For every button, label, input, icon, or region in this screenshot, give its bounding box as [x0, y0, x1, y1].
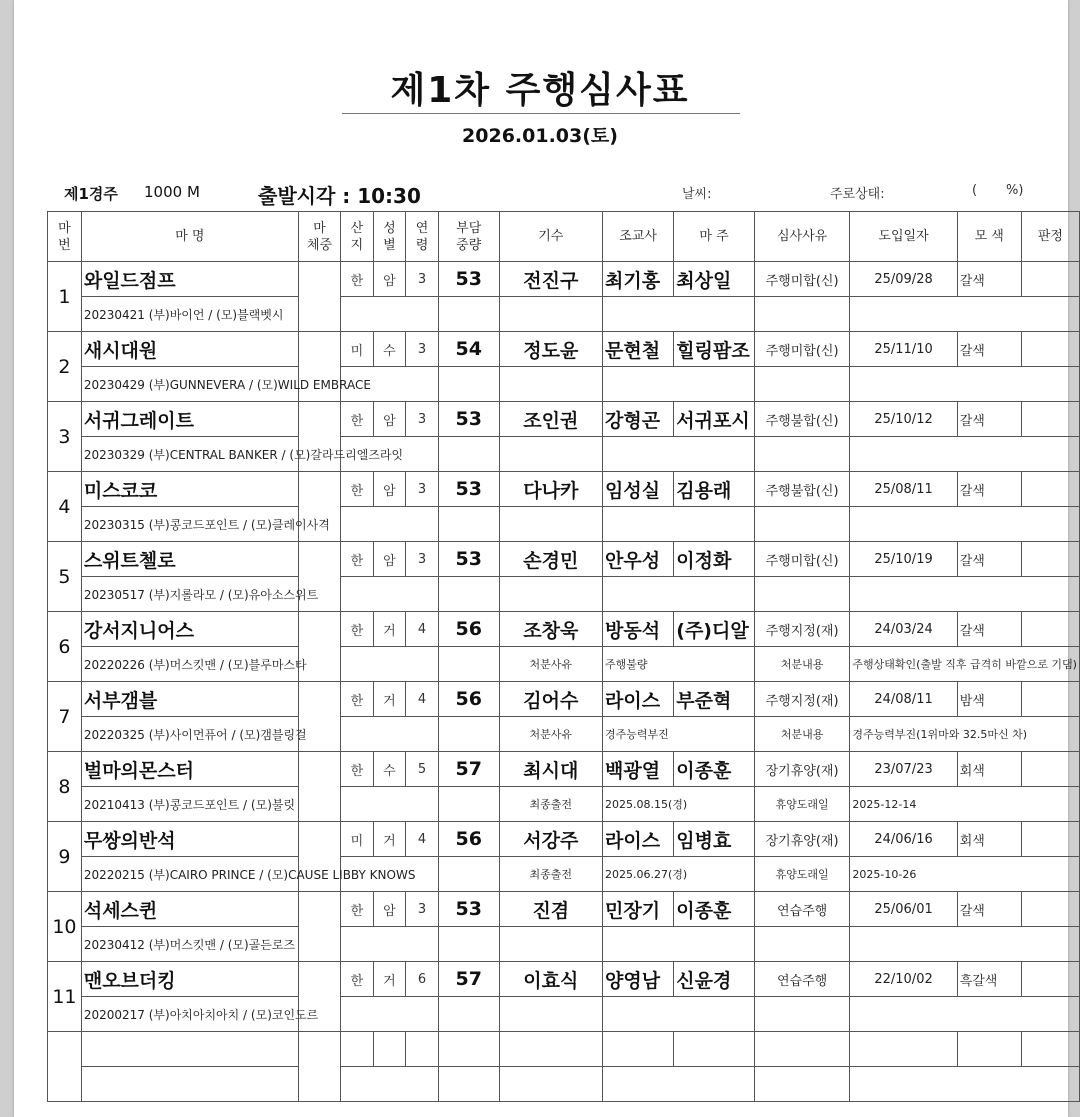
detail-value-1: 2025.08.15(경) — [603, 787, 755, 822]
trainer-name — [603, 1032, 674, 1067]
coat-color: 밤색 — [957, 682, 1021, 717]
coat-color: 갈색 — [957, 892, 1021, 927]
detail-label-1 — [499, 1067, 602, 1102]
detail-value-1: 주행불량 — [603, 647, 755, 682]
detail-label-1 — [499, 577, 602, 612]
exam-reason: 주행미합(신) — [754, 542, 850, 577]
owner-name — [674, 1032, 754, 1067]
coat-color — [957, 1032, 1021, 1067]
verdict-cell — [1021, 682, 1079, 717]
table-row — [48, 892, 1080, 927]
verdict-cell — [1021, 262, 1079, 297]
horse-sex: 거 — [373, 682, 406, 717]
horse-origin: 한 — [341, 962, 374, 997]
table-row-detail — [48, 717, 1080, 752]
exam-reason: 장기휴양(재) — [754, 822, 850, 857]
jockey-name: 손경민 — [499, 542, 602, 577]
burden-weight: 56 — [438, 682, 499, 717]
horse-sex: 수 — [373, 332, 406, 367]
detail-label-1 — [499, 997, 602, 1032]
detail-label-2 — [754, 297, 850, 332]
horse-age: 3 — [406, 332, 439, 367]
table-row — [48, 752, 1080, 787]
pedigree: 20210413 (부)콩코드포인트 / (모)불릿 — [81, 787, 438, 822]
horse-sex: 암 — [373, 402, 406, 437]
jockey-name: 김어수 — [499, 682, 602, 717]
blank-cell — [438, 1067, 499, 1102]
table-row — [48, 612, 1080, 647]
detail-value-1: 경주능력부진 — [603, 717, 755, 752]
pedigree: 20220215 (부)CAIRO PRINCE / (모)CAUSE LIBBY KNOWS — [81, 857, 438, 892]
pedigree: 20230329 (부)CENTRAL BANKER / (모)갈라드리엘즈라잇 — [81, 437, 438, 472]
coat-color: 갈색 — [957, 542, 1021, 577]
burden-weight: 53 — [438, 542, 499, 577]
verdict-cell — [1021, 332, 1079, 367]
detail-label-1 — [499, 367, 602, 402]
horse-name — [81, 1032, 298, 1067]
blank-cell — [438, 507, 499, 542]
jockey-name: 최시대 — [499, 752, 602, 787]
verdict-cell — [1021, 752, 1079, 787]
detail-value-2: 2025-12-14 — [850, 787, 1080, 822]
blank-cell — [438, 997, 499, 1032]
horse-age: 4 — [406, 612, 439, 647]
owner-name: 부준혁 — [674, 682, 754, 717]
horse-age — [406, 1032, 439, 1067]
pedigree — [81, 1067, 438, 1102]
horse-age: 3 — [406, 402, 439, 437]
trainer-name: 임성실 — [603, 472, 674, 507]
import-date: 25/08/11 — [850, 472, 957, 507]
blank-cell — [438, 647, 499, 682]
pedigree: 20200217 (부)아치아치아치 / (모)코인도르 — [81, 997, 438, 1032]
detail-value-1 — [603, 997, 755, 1032]
table-row — [48, 962, 1080, 997]
weather-label: 날씨: — [682, 187, 712, 202]
horse-origin: 한 — [341, 402, 374, 437]
blank-cell — [438, 437, 499, 472]
header-exam-reason: 심사사유 — [754, 212, 850, 262]
trainer-name: 라이스 — [603, 822, 674, 857]
import-date: 24/06/16 — [850, 822, 957, 857]
detail-label-2: 휴양도래일 — [754, 787, 850, 822]
horse-number: 2 — [48, 332, 82, 402]
owner-name: 이종훈 — [674, 752, 754, 787]
horse-name: 와일드점프 — [81, 262, 298, 297]
horse-origin: 한 — [341, 542, 374, 577]
start-time: 출발시각 : 10:30 — [258, 184, 421, 208]
pedigree: 20220226 (부)머스킷맨 / (모)블루마스타 — [81, 647, 438, 682]
import-date: 25/06/01 — [850, 892, 957, 927]
table-header-row — [48, 212, 1080, 262]
header-age: 연 령 — [406, 212, 439, 262]
title-underline — [342, 113, 740, 114]
table-row-detail — [48, 577, 1080, 612]
detail-label-2 — [754, 927, 850, 962]
detail-value-2: 경주능력부진(1위마와 32.5마신 차) — [850, 717, 1080, 752]
burden-weight: 54 — [438, 332, 499, 367]
detail-label-2: 휴양도래일 — [754, 857, 850, 892]
coat-color: 갈색 — [957, 612, 1021, 647]
burden-weight: 57 — [438, 962, 499, 997]
horse-number: 4 — [48, 472, 82, 542]
detail-value-1 — [603, 367, 755, 402]
horse-name: 석세스퀸 — [81, 892, 298, 927]
blank-cell — [438, 297, 499, 332]
horse-name: 무쌍의반석 — [81, 822, 298, 857]
blank-cell — [438, 717, 499, 752]
table-row-detail — [48, 857, 1080, 892]
table-row — [48, 822, 1080, 857]
detail-value-2 — [850, 577, 1080, 612]
horse-name: 벌마의몬스터 — [81, 752, 298, 787]
pedigree: 20230315 (부)콩코드포인트 / (모)클레이사격 — [81, 507, 438, 542]
import-date: 25/10/12 — [850, 402, 957, 437]
horse-number: 8 — [48, 752, 82, 822]
table-row-detail — [48, 437, 1080, 472]
import-date: 25/10/19 — [850, 542, 957, 577]
detail-value-1 — [603, 1067, 755, 1102]
owner-name: 이정화 — [674, 542, 754, 577]
jockey-name: 이효식 — [499, 962, 602, 997]
horse-origin: 한 — [341, 612, 374, 647]
owner-name: 이종훈 — [674, 892, 754, 927]
horse-number: 3 — [48, 402, 82, 472]
table-row-detail — [48, 647, 1080, 682]
table-row-detail — [48, 507, 1080, 542]
header-horse-number: 마 번 — [48, 212, 82, 262]
exam-reason: 주행불합(신) — [754, 402, 850, 437]
owner-name: 서귀포시 — [674, 402, 754, 437]
header-trainer: 조교사 — [603, 212, 674, 262]
horse-sex: 수 — [373, 752, 406, 787]
detail-value-1: 2025.06.27(경) — [603, 857, 755, 892]
horse-age: 3 — [406, 892, 439, 927]
jockey-name: 조창욱 — [499, 612, 602, 647]
verdict-cell — [1021, 962, 1079, 997]
horse-age: 3 — [406, 262, 439, 297]
jockey-name — [499, 1032, 602, 1067]
exam-reason: 주행미합(신) — [754, 262, 850, 297]
horse-sex: 암 — [373, 472, 406, 507]
trainer-name: 문현철 — [603, 332, 674, 367]
horse-age: 4 — [406, 682, 439, 717]
owner-name: (주)디알 — [674, 612, 754, 647]
burden-weight: 53 — [438, 402, 499, 437]
burden-weight: 57 — [438, 752, 499, 787]
blank-cell — [438, 927, 499, 962]
table-row-detail — [48, 927, 1080, 962]
detail-label-1: 최종출전 — [499, 857, 602, 892]
header-horse-body-weight: 마 체중 — [298, 212, 340, 262]
horse-name: 맨오브더킹 — [81, 962, 298, 997]
header-sex: 성 별 — [373, 212, 406, 262]
detail-value-1 — [603, 507, 755, 542]
table-row — [48, 332, 1080, 367]
detail-label-1 — [499, 507, 602, 542]
header-owner: 마 주 — [674, 212, 754, 262]
horse-number: 6 — [48, 612, 82, 682]
detail-label-1: 최종출전 — [499, 787, 602, 822]
horse-sex: 암 — [373, 262, 406, 297]
table-row-detail — [48, 997, 1080, 1032]
table-row-detail — [48, 367, 1080, 402]
horse-origin: 한 — [341, 262, 374, 297]
horse-sex: 암 — [373, 542, 406, 577]
horse-origin — [341, 1032, 374, 1067]
table-row — [48, 472, 1080, 507]
horse-age: 3 — [406, 472, 439, 507]
detail-label-2 — [754, 437, 850, 472]
detail-label-1 — [499, 927, 602, 962]
exam-reason: 장기휴양(재) — [754, 752, 850, 787]
burden-weight: 53 — [438, 262, 499, 297]
horse-origin: 한 — [341, 752, 374, 787]
table-row — [48, 262, 1080, 297]
table-row-detail — [48, 297, 1080, 332]
coat-color: 회색 — [957, 822, 1021, 857]
exam-reason: 주행불합(신) — [754, 472, 850, 507]
horse-examination-table — [47, 211, 1080, 1102]
detail-value-2 — [850, 507, 1080, 542]
detail-label-1 — [499, 297, 602, 332]
import-date: 22/10/02 — [850, 962, 957, 997]
header-horse-name: 마 명 — [81, 212, 298, 262]
import-date: 25/11/10 — [850, 332, 957, 367]
detail-label-2 — [754, 507, 850, 542]
trainer-name: 양영남 — [603, 962, 674, 997]
detail-value-2 — [850, 297, 1080, 332]
blank-cell — [438, 787, 499, 822]
detail-label-2 — [754, 1067, 850, 1102]
exam-reason: 주행지정(재) — [754, 612, 850, 647]
detail-value-1 — [603, 927, 755, 962]
pedigree: 20230517 (부)지롤라모 / (모)유아소스위트 — [81, 577, 438, 612]
coat-color: 갈색 — [957, 402, 1021, 437]
header-origin: 산 지 — [341, 212, 374, 262]
jockey-name: 다나카 — [499, 472, 602, 507]
detail-value-2 — [850, 1067, 1080, 1102]
header-jockey: 기수 — [499, 212, 602, 262]
horse-sex: 암 — [373, 892, 406, 927]
import-date: 23/07/23 — [850, 752, 957, 787]
import-date: 24/03/24 — [850, 612, 957, 647]
table-row — [48, 402, 1080, 437]
exam-reason: 연습주행 — [754, 892, 850, 927]
table-row-detail — [48, 787, 1080, 822]
pedigree: 20220325 (부)사이먼퓨어 / (모)갬블링걸 — [81, 717, 438, 752]
detail-value-2: 주행상태확인(출발 직후 급격히 바깥으로 기댐) — [850, 647, 1080, 682]
exam-reason: 주행미합(신) — [754, 332, 850, 367]
race-date: 2026.01.03(토) — [462, 125, 618, 147]
table-row — [48, 542, 1080, 577]
horse-sex: 거 — [373, 962, 406, 997]
exam-reason: 연습주행 — [754, 962, 850, 997]
horse-name: 스위트첼로 — [81, 542, 298, 577]
exam-reason: 주행지정(재) — [754, 682, 850, 717]
horse-sex: 거 — [373, 612, 406, 647]
trainer-name: 최기홍 — [603, 262, 674, 297]
verdict-cell — [1021, 822, 1079, 857]
table-row-detail — [48, 1067, 1080, 1102]
coat-color: 갈색 — [957, 262, 1021, 297]
horse-origin: 한 — [341, 892, 374, 927]
trainer-name: 방동석 — [603, 612, 674, 647]
horse-number: 1 — [48, 262, 82, 332]
detail-value-2 — [850, 927, 1080, 962]
coat-color: 회색 — [957, 752, 1021, 787]
burden-weight: 53 — [438, 892, 499, 927]
race-distance: 1000 M — [144, 183, 200, 201]
blank-cell — [438, 857, 499, 892]
jockey-name: 진겸 — [499, 892, 602, 927]
detail-label-2: 처분내용 — [754, 647, 850, 682]
verdict-cell — [1021, 472, 1079, 507]
header-import-date: 도입일자 — [850, 212, 957, 262]
detail-label-2 — [754, 367, 850, 402]
detail-label-2 — [754, 577, 850, 612]
burden-weight — [438, 1032, 499, 1067]
import-date: 25/09/28 — [850, 262, 957, 297]
detail-value-1 — [603, 437, 755, 472]
horse-name: 서부갬블 — [81, 682, 298, 717]
detail-value-2 — [850, 997, 1080, 1032]
verdict-cell — [1021, 542, 1079, 577]
horse-age: 5 — [406, 752, 439, 787]
coat-color: 갈색 — [957, 332, 1021, 367]
coat-color: 흑갈색 — [957, 962, 1021, 997]
detail-value-2 — [850, 437, 1080, 472]
trainer-name: 백광열 — [603, 752, 674, 787]
owner-name: 임병효 — [674, 822, 754, 857]
horse-age: 6 — [406, 962, 439, 997]
blank-cell — [438, 367, 499, 402]
horse-origin: 미 — [341, 822, 374, 857]
trainer-name: 강형곤 — [603, 402, 674, 437]
owner-name: 힐링팜조 — [674, 332, 754, 367]
burden-weight: 56 — [438, 822, 499, 857]
header-burden-weight: 부담 중량 — [438, 212, 499, 262]
horse-number: 9 — [48, 822, 82, 892]
horse-sex: 거 — [373, 822, 406, 857]
horse-name: 강서지니어스 — [81, 612, 298, 647]
owner-name: 김용래 — [674, 472, 754, 507]
detail-label-1 — [499, 437, 602, 472]
pedigree: 20230429 (부)GUNNEVERA / (모)WILD EMBRACE — [81, 367, 438, 402]
table-row — [48, 682, 1080, 717]
coat-color: 갈색 — [957, 472, 1021, 507]
trainer-name: 라이스 — [603, 682, 674, 717]
verdict-cell — [1021, 402, 1079, 437]
horse-origin: 한 — [341, 682, 374, 717]
horse-sex — [373, 1032, 406, 1067]
page-title: 제1차 주행심사표 — [390, 70, 690, 111]
horse-age: 4 — [406, 822, 439, 857]
detail-label-1: 처분사유 — [499, 717, 602, 752]
detail-value-1 — [603, 297, 755, 332]
horse-name: 서귀그레이트 — [81, 402, 298, 437]
jockey-name: 서강주 — [499, 822, 602, 857]
horse-number: 5 — [48, 542, 82, 612]
horse-age: 3 — [406, 542, 439, 577]
detail-value-2 — [850, 367, 1080, 402]
horse-name: 새시대원 — [81, 332, 298, 367]
owner-name: 신윤경 — [674, 962, 754, 997]
horse-number: 7 — [48, 682, 82, 752]
horse-number: 10 — [48, 892, 82, 962]
verdict-cell — [1021, 892, 1079, 927]
horse-name: 미스코코 — [81, 472, 298, 507]
burden-weight: 53 — [438, 472, 499, 507]
pedigree: 20230412 (부)머스킷맨 / (모)골든로즈 — [81, 927, 438, 962]
table-row — [48, 1032, 1080, 1067]
import-date — [850, 1032, 957, 1067]
detail-value-1 — [603, 577, 755, 612]
header-verdict: 판정 — [1021, 212, 1079, 262]
jockey-name: 조인권 — [499, 402, 602, 437]
horse-origin: 미 — [341, 332, 374, 367]
trainer-name: 민장기 — [603, 892, 674, 927]
header-coat-color: 모 색 — [957, 212, 1021, 262]
race-number: 제1경주 — [64, 185, 118, 203]
trainer-name: 안우성 — [603, 542, 674, 577]
jockey-name: 정도윤 — [499, 332, 602, 367]
exam-reason — [754, 1032, 850, 1067]
horse-number — [48, 1032, 82, 1102]
horse-number: 11 — [48, 962, 82, 1032]
track-condition-label: 주로상태: — [830, 187, 885, 202]
detail-label-1: 처분사유 — [499, 647, 602, 682]
jockey-name: 전진구 — [499, 262, 602, 297]
verdict-cell — [1021, 612, 1079, 647]
pedigree: 20230421 (부)바이언 / (모)블랙벳시 — [81, 297, 438, 332]
track-moisture-percent: ( %) — [972, 183, 1024, 198]
blank-cell — [438, 577, 499, 612]
owner-name: 최상일 — [674, 262, 754, 297]
verdict-cell — [1021, 1032, 1079, 1067]
horse-origin: 한 — [341, 472, 374, 507]
burden-weight: 56 — [438, 612, 499, 647]
detail-label-2: 처분내용 — [754, 717, 850, 752]
detail-value-2: 2025-10-26 — [850, 857, 1080, 892]
detail-label-2 — [754, 997, 850, 1032]
import-date: 24/08/11 — [850, 682, 957, 717]
